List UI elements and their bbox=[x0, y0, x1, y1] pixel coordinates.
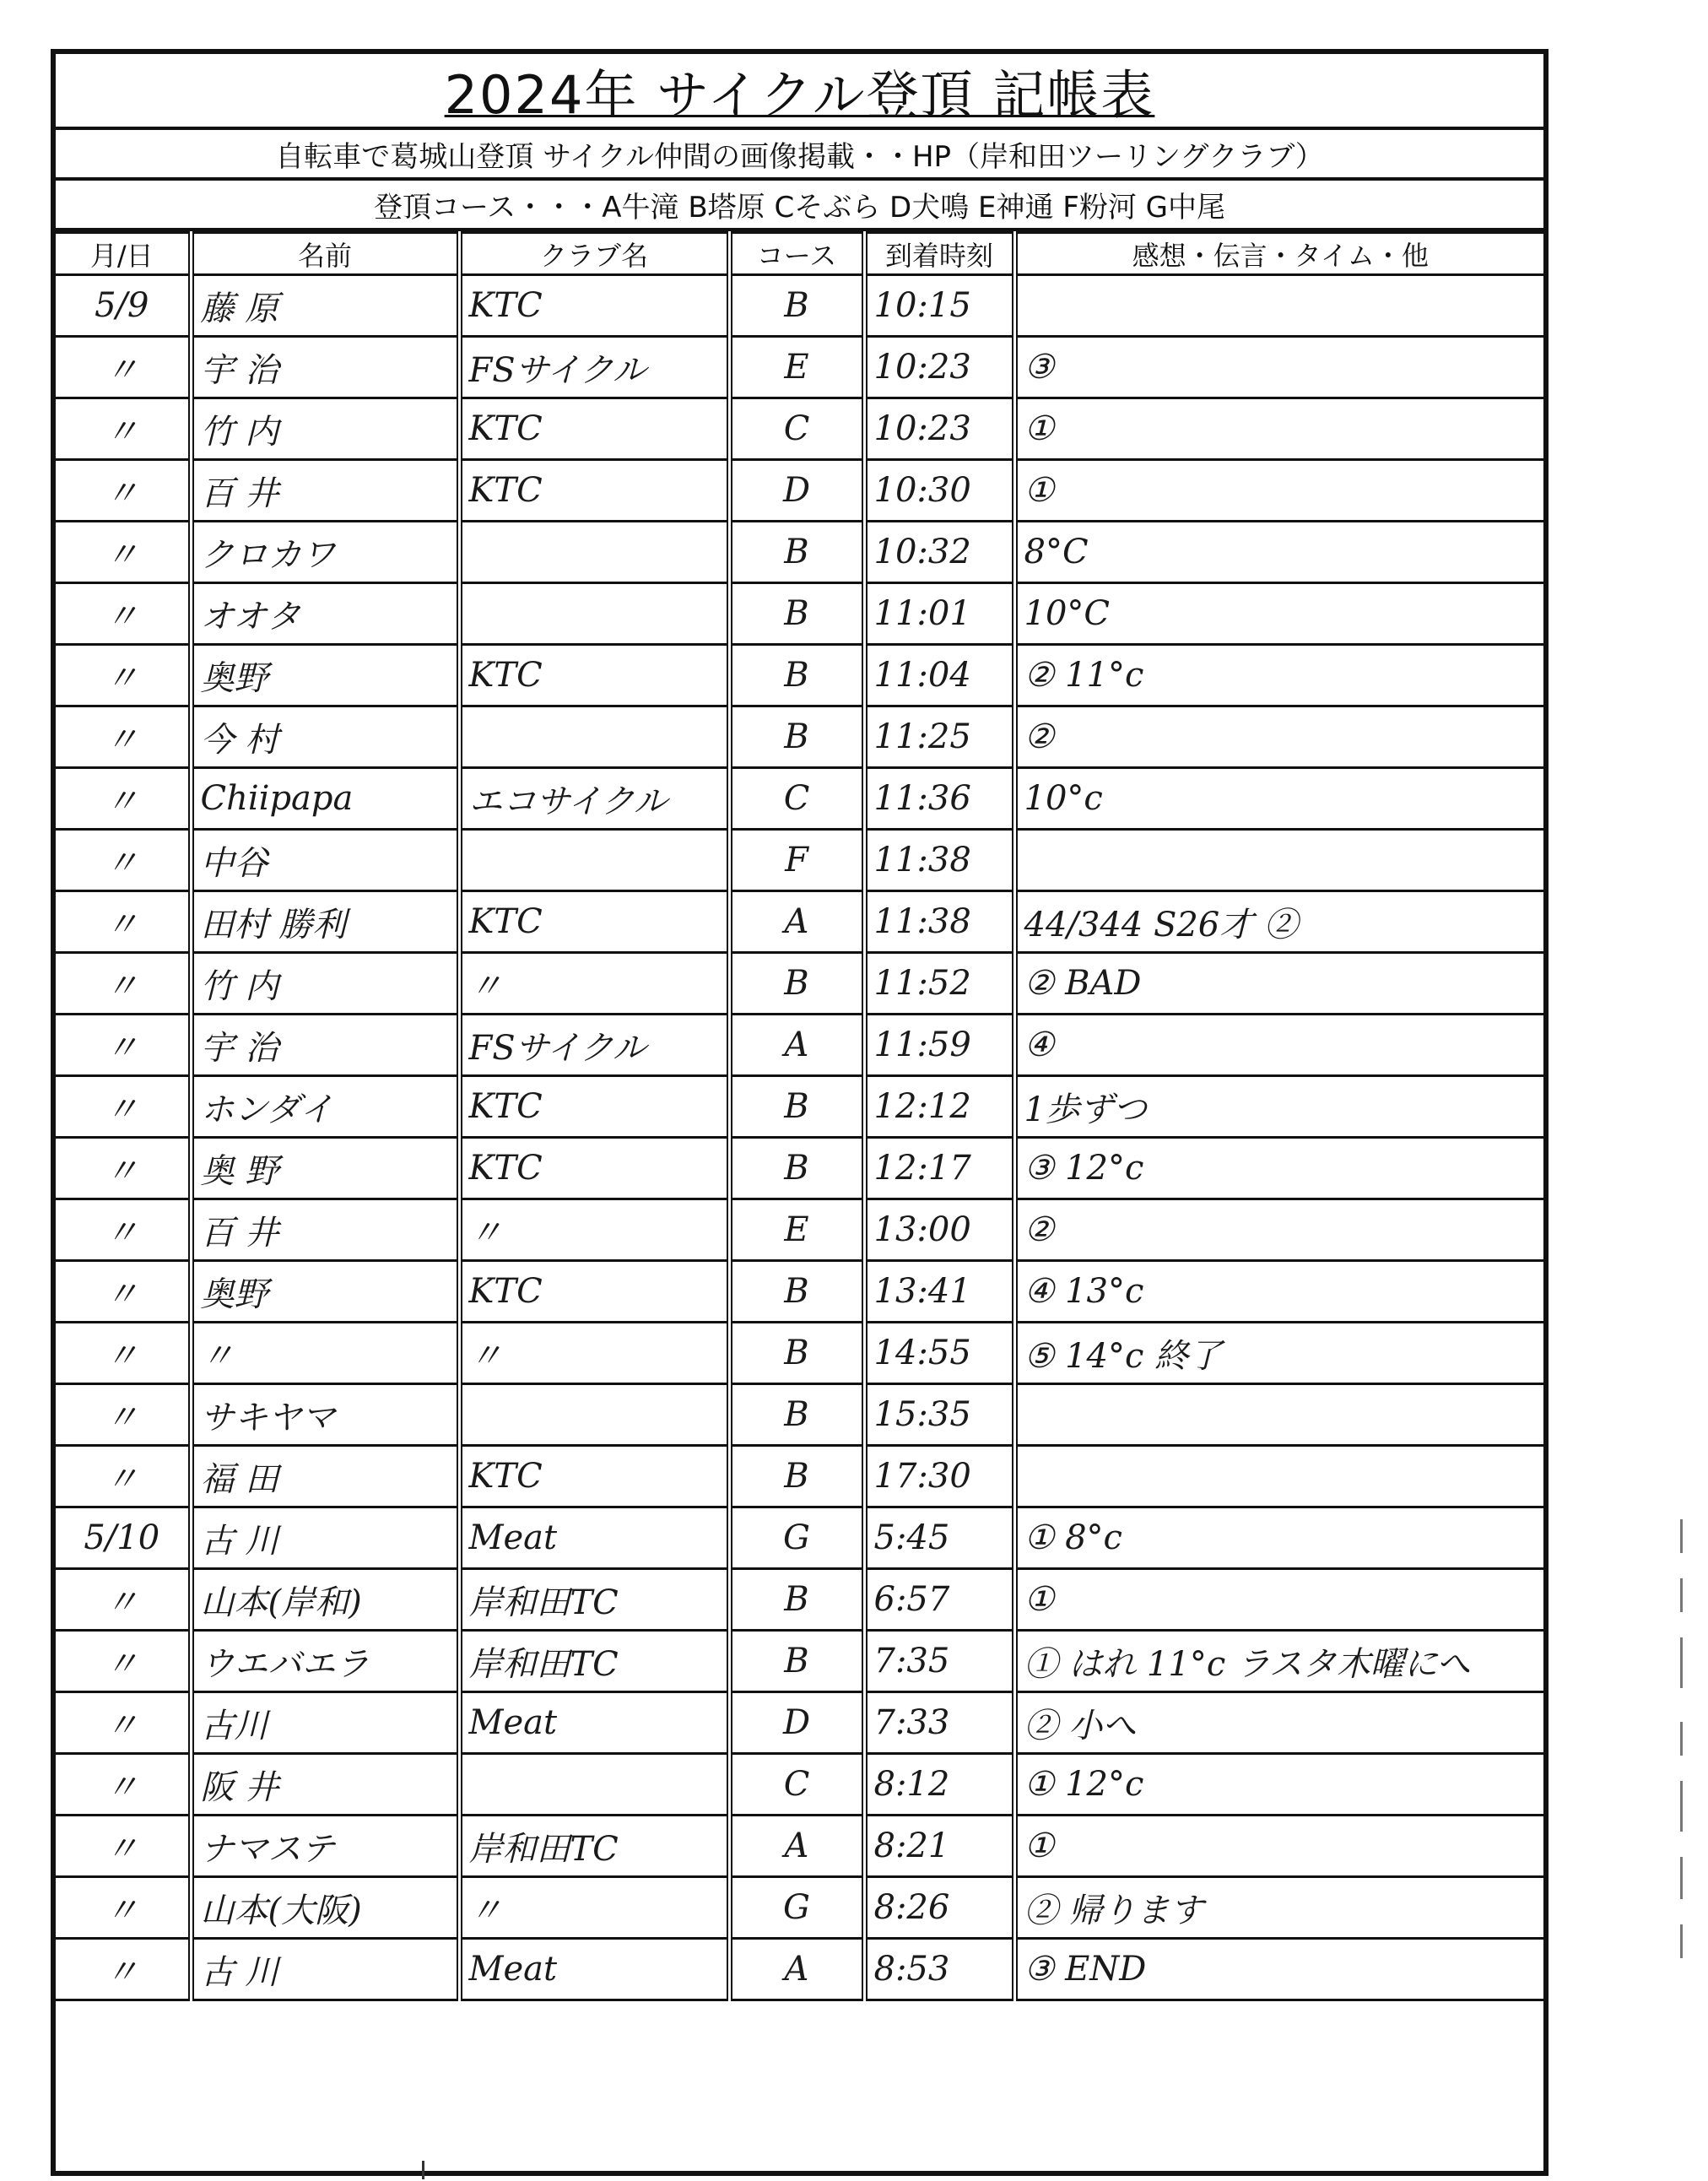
cell-note: ② BAD bbox=[1014, 953, 1543, 1015]
cell-course: B bbox=[729, 1138, 864, 1199]
table-row bbox=[56, 1569, 1543, 1631]
header-note: 感想・伝言・タイム・他 bbox=[1014, 233, 1543, 275]
margin-tick bbox=[1680, 1924, 1683, 1958]
cell-course: A bbox=[729, 1816, 864, 1877]
cell-name: クロカワ bbox=[191, 522, 459, 583]
cell-name: Chiipapa bbox=[191, 768, 459, 830]
cell-date: 〃 bbox=[56, 1877, 191, 1939]
table-row bbox=[56, 1384, 1543, 1446]
cell-date: 〃 bbox=[56, 1323, 191, 1384]
cell-club: 〃 bbox=[459, 1323, 729, 1384]
cell-course: B bbox=[729, 706, 864, 768]
cell-note: 10°c bbox=[1014, 768, 1543, 830]
cell-club bbox=[459, 1754, 729, 1816]
cell-note: ① はれ 11°c ラスタ木曜にへ bbox=[1014, 1631, 1543, 1692]
table-row bbox=[56, 583, 1543, 645]
cell-name: ホンダイ bbox=[191, 1076, 459, 1138]
cell-date: 〃 bbox=[56, 583, 191, 645]
cell-date: 〃 bbox=[56, 1816, 191, 1877]
cell-name: 宇 治 bbox=[191, 1015, 459, 1076]
cell-name: 阪 井 bbox=[191, 1754, 459, 1816]
margin-tick bbox=[1680, 1637, 1683, 1688]
table-row bbox=[56, 830, 1543, 891]
cell-course: B bbox=[729, 645, 864, 706]
table-row bbox=[56, 1816, 1543, 1877]
cell-time: 12:17 bbox=[864, 1138, 1014, 1199]
cell-date: 5/10 bbox=[56, 1507, 191, 1569]
table-row bbox=[56, 398, 1543, 460]
cell-note bbox=[1014, 1384, 1543, 1446]
cell-note: ① bbox=[1014, 1816, 1543, 1877]
cell-club: Meat bbox=[459, 1939, 729, 2000]
title-row bbox=[56, 54, 1543, 130]
cell-course: C bbox=[729, 1754, 864, 1816]
cell-course: C bbox=[729, 768, 864, 830]
table-row bbox=[56, 1199, 1543, 1261]
cell-course: B bbox=[729, 1323, 864, 1384]
cell-course: B bbox=[729, 583, 864, 645]
cell-course: A bbox=[729, 1015, 864, 1076]
cell-club: 岸和田TC bbox=[459, 1631, 729, 1692]
cell-name: サキヤマ bbox=[191, 1384, 459, 1446]
cell-note bbox=[1014, 830, 1543, 891]
cell-time: 14:55 bbox=[864, 1323, 1014, 1384]
cell-name: 竹 内 bbox=[191, 398, 459, 460]
cell-date: 〃 bbox=[56, 1939, 191, 2000]
cell-note: ③ END bbox=[1014, 1939, 1543, 2000]
cell-note: ① bbox=[1014, 398, 1543, 460]
cell-date: 〃 bbox=[56, 891, 191, 953]
margin-tick bbox=[1680, 1857, 1683, 1899]
courses-row bbox=[56, 181, 1543, 231]
cell-course: D bbox=[729, 460, 864, 522]
cell-course: E bbox=[729, 1199, 864, 1261]
cell-note: ① bbox=[1014, 460, 1543, 522]
cell-club bbox=[459, 706, 729, 768]
cell-course: B bbox=[729, 522, 864, 583]
cell-note: ② 帰ります bbox=[1014, 1877, 1543, 1939]
subtitle: 自転車で葛城山登頂 サイクル仲間の画像掲載・・HP（岸和田ツーリングクラブ） bbox=[275, 139, 1324, 174]
cell-course: B bbox=[729, 1384, 864, 1446]
cell-course: A bbox=[729, 891, 864, 953]
cell-club: KTC bbox=[459, 398, 729, 460]
cell-note: ① 12°c bbox=[1014, 1754, 1543, 1816]
header-time: 到着時刻 bbox=[864, 233, 1014, 275]
cell-date: 〃 bbox=[56, 337, 191, 398]
cell-date: 〃 bbox=[56, 1384, 191, 1446]
cell-name: 奥 野 bbox=[191, 1138, 459, 1199]
cell-time: 11:38 bbox=[864, 891, 1014, 953]
cell-club bbox=[459, 830, 729, 891]
cell-club: KTC bbox=[459, 1138, 729, 1199]
cell-time: 7:33 bbox=[864, 1692, 1014, 1754]
cell-date: 〃 bbox=[56, 645, 191, 706]
cell-club: KTC bbox=[459, 645, 729, 706]
cell-club: KTC bbox=[459, 460, 729, 522]
table-row bbox=[56, 768, 1543, 830]
cell-date: 〃 bbox=[56, 1692, 191, 1754]
cell-name: オオタ bbox=[191, 583, 459, 645]
cell-note: ② 小へ bbox=[1014, 1692, 1543, 1754]
header-name: 名前 bbox=[191, 233, 459, 275]
cell-course: B bbox=[729, 1261, 864, 1323]
table-row bbox=[56, 1692, 1543, 1754]
cell-time: 10:23 bbox=[864, 337, 1014, 398]
log-body bbox=[56, 275, 1543, 2000]
cell-date: 5/9 bbox=[56, 275, 191, 337]
cell-date: 〃 bbox=[56, 830, 191, 891]
cell-course: B bbox=[729, 953, 864, 1015]
cell-club: KTC bbox=[459, 275, 729, 337]
header-date: 月/日 bbox=[56, 233, 191, 275]
cell-course: D bbox=[729, 1692, 864, 1754]
cell-note bbox=[1014, 275, 1543, 337]
cell-time: 8:26 bbox=[864, 1877, 1014, 1939]
cell-club: エコサイクル bbox=[459, 768, 729, 830]
cell-note: ② 11°c bbox=[1014, 645, 1543, 706]
cell-note: ③ 12°c bbox=[1014, 1138, 1543, 1199]
cell-course: B bbox=[729, 1631, 864, 1692]
cell-time: 10:32 bbox=[864, 522, 1014, 583]
cell-date: 〃 bbox=[56, 953, 191, 1015]
cell-note bbox=[1014, 1446, 1543, 1507]
logbook-sheet bbox=[51, 49, 1549, 2176]
margin-tick bbox=[1680, 1722, 1683, 1756]
cell-name: 福 田 bbox=[191, 1446, 459, 1507]
cell-time: 10:15 bbox=[864, 275, 1014, 337]
cell-time: 10:30 bbox=[864, 460, 1014, 522]
cell-course: B bbox=[729, 275, 864, 337]
cell-name: 奥野 bbox=[191, 645, 459, 706]
subtitle-row bbox=[56, 130, 1543, 181]
cell-club: 〃 bbox=[459, 1877, 729, 1939]
cell-name: 古 川 bbox=[191, 1939, 459, 2000]
cell-club bbox=[459, 522, 729, 583]
cell-club bbox=[459, 1384, 729, 1446]
table-row bbox=[56, 1877, 1543, 1939]
table-row bbox=[56, 1138, 1543, 1199]
margin-tick bbox=[1680, 1519, 1683, 1553]
cell-note: 44/344 S26才 ② bbox=[1014, 891, 1543, 953]
table-row bbox=[56, 1015, 1543, 1076]
cell-club: KTC bbox=[459, 891, 729, 953]
header-course: コース bbox=[729, 233, 864, 275]
table-row bbox=[56, 275, 1543, 337]
cell-time: 11:36 bbox=[864, 768, 1014, 830]
header-row bbox=[56, 233, 1543, 275]
cell-note: 1歩ずつ bbox=[1014, 1076, 1543, 1138]
cell-time: 17:30 bbox=[864, 1446, 1014, 1507]
cell-name: 藤 原 bbox=[191, 275, 459, 337]
cell-club: KTC bbox=[459, 1446, 729, 1507]
cell-club: KTC bbox=[459, 1076, 729, 1138]
cell-time: 15:35 bbox=[864, 1384, 1014, 1446]
cell-time: 13:00 bbox=[864, 1199, 1014, 1261]
cell-name: ナマステ bbox=[191, 1816, 459, 1877]
cell-date: 〃 bbox=[56, 1199, 191, 1261]
cell-course: G bbox=[729, 1877, 864, 1939]
cell-name: 百 井 bbox=[191, 1199, 459, 1261]
cell-time: 8:12 bbox=[864, 1754, 1014, 1816]
cell-name: 古 川 bbox=[191, 1507, 459, 1569]
cell-course: B bbox=[729, 1076, 864, 1138]
cell-date: 〃 bbox=[56, 1076, 191, 1138]
cell-time: 13:41 bbox=[864, 1261, 1014, 1323]
cell-time: 6:57 bbox=[864, 1569, 1014, 1631]
cell-name: 古川 bbox=[191, 1692, 459, 1754]
cell-club: Meat bbox=[459, 1692, 729, 1754]
cell-name: 奥野 bbox=[191, 1261, 459, 1323]
table-row bbox=[56, 1507, 1543, 1569]
cell-club: Meat bbox=[459, 1507, 729, 1569]
cell-date: 〃 bbox=[56, 522, 191, 583]
cell-date: 〃 bbox=[56, 1446, 191, 1507]
cell-course: A bbox=[729, 1939, 864, 2000]
table-row bbox=[56, 1446, 1543, 1507]
cell-name: 竹 内 bbox=[191, 953, 459, 1015]
cell-time: 11:25 bbox=[864, 706, 1014, 768]
cell-time: 11:38 bbox=[864, 830, 1014, 891]
cell-course: G bbox=[729, 1507, 864, 1569]
header-club: クラブ名 bbox=[459, 233, 729, 275]
cell-course: F bbox=[729, 830, 864, 891]
cell-note: ④ bbox=[1014, 1015, 1543, 1076]
cell-course: B bbox=[729, 1569, 864, 1631]
cell-date: 〃 bbox=[56, 1569, 191, 1631]
cell-time: 8:21 bbox=[864, 1816, 1014, 1877]
cell-name: 山本(岸和) bbox=[191, 1569, 459, 1631]
cell-club bbox=[459, 583, 729, 645]
table-row bbox=[56, 1076, 1543, 1138]
table-row bbox=[56, 953, 1543, 1015]
table-row bbox=[56, 1939, 1543, 2000]
cell-time: 11:59 bbox=[864, 1015, 1014, 1076]
cell-time: 5:45 bbox=[864, 1507, 1014, 1569]
cell-club: 〃 bbox=[459, 1199, 729, 1261]
table-row bbox=[56, 1261, 1543, 1323]
table-row bbox=[56, 1631, 1543, 1692]
courses-line: 登頂コース・・・A牛滝 B塔原 Cそぶら D犬鳴 E神通 F粉河 G中尾 bbox=[373, 190, 1226, 225]
cell-note: ① 8°c bbox=[1014, 1507, 1543, 1569]
cell-date: 〃 bbox=[56, 1754, 191, 1816]
cell-club: FSサイクル bbox=[459, 337, 729, 398]
table-row bbox=[56, 1323, 1543, 1384]
table-row bbox=[56, 522, 1543, 583]
table-row bbox=[56, 645, 1543, 706]
cell-club: 〃 bbox=[459, 953, 729, 1015]
cell-time: 11:04 bbox=[864, 645, 1014, 706]
cell-time: 8:53 bbox=[864, 1939, 1014, 2000]
cell-name: ウエバエラ bbox=[191, 1631, 459, 1692]
cell-club: KTC bbox=[459, 1261, 729, 1323]
cell-date: 〃 bbox=[56, 460, 191, 522]
cell-name: 山本(大阪) bbox=[191, 1877, 459, 1939]
cell-note: ④ 13°c bbox=[1014, 1261, 1543, 1323]
stray-mark bbox=[422, 2161, 424, 2179]
cell-date: 〃 bbox=[56, 706, 191, 768]
cell-course: C bbox=[729, 398, 864, 460]
cell-date: 〃 bbox=[56, 1261, 191, 1323]
log-table bbox=[56, 231, 1543, 2001]
cell-note: ② bbox=[1014, 1199, 1543, 1261]
cell-name: 百 井 bbox=[191, 460, 459, 522]
cell-club: 岸和田TC bbox=[459, 1816, 729, 1877]
cell-note: ① bbox=[1014, 1569, 1543, 1631]
cell-name: 〃 bbox=[191, 1323, 459, 1384]
cell-course: E bbox=[729, 337, 864, 398]
cell-time: 10:23 bbox=[864, 398, 1014, 460]
table-row bbox=[56, 1754, 1543, 1816]
cell-name: 田村 勝利 bbox=[191, 891, 459, 953]
cell-note: ③ bbox=[1014, 337, 1543, 398]
cell-note: 10°C bbox=[1014, 583, 1543, 645]
cell-date: 〃 bbox=[56, 1631, 191, 1692]
margin-tick bbox=[1680, 1578, 1683, 1612]
cell-note: 8°C bbox=[1014, 522, 1543, 583]
cell-club: 岸和田TC bbox=[459, 1569, 729, 1631]
cell-date: 〃 bbox=[56, 768, 191, 830]
cell-time: 11:52 bbox=[864, 953, 1014, 1015]
table-row bbox=[56, 460, 1543, 522]
table-row bbox=[56, 706, 1543, 768]
page-title: 2024年 サイクル登頂 記帳表 bbox=[444, 63, 1155, 126]
cell-note: ⑤ 14°c 終了 bbox=[1014, 1323, 1543, 1384]
table-row bbox=[56, 337, 1543, 398]
cell-date: 〃 bbox=[56, 1015, 191, 1076]
cell-course: B bbox=[729, 1446, 864, 1507]
cell-club: FSサイクル bbox=[459, 1015, 729, 1076]
cell-time: 11:01 bbox=[864, 583, 1014, 645]
cell-note: ② bbox=[1014, 706, 1543, 768]
margin-tick bbox=[1680, 1781, 1683, 1832]
cell-name: 今 村 bbox=[191, 706, 459, 768]
table-row bbox=[56, 891, 1543, 953]
cell-date: 〃 bbox=[56, 1138, 191, 1199]
cell-time: 12:12 bbox=[864, 1076, 1014, 1138]
cell-name: 中谷 bbox=[191, 830, 459, 891]
cell-time: 7:35 bbox=[864, 1631, 1014, 1692]
cell-date: 〃 bbox=[56, 398, 191, 460]
cell-name: 宇 治 bbox=[191, 337, 459, 398]
